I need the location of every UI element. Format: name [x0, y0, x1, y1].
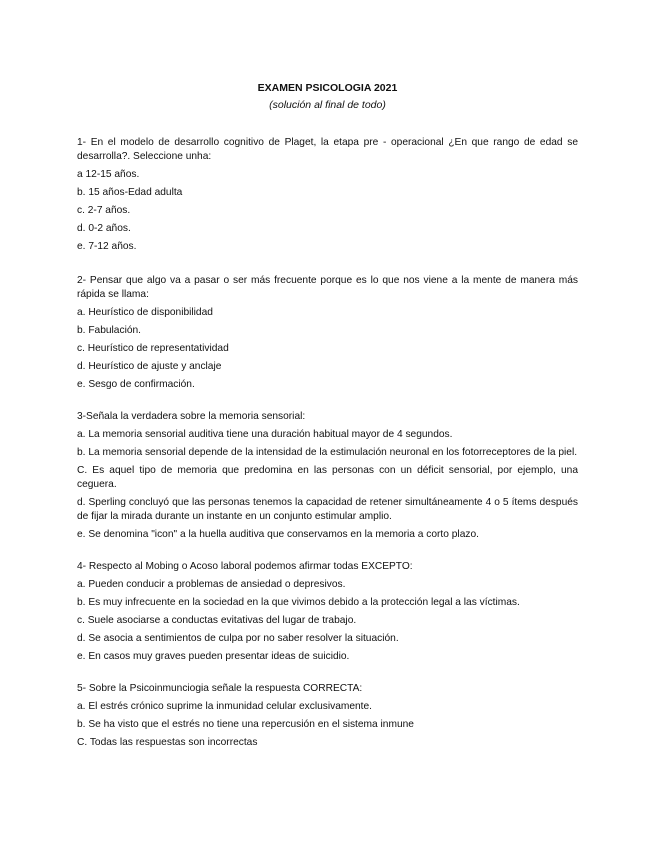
- option-a: a 12-15 años.: [77, 169, 140, 180]
- question-text: 5- Sobre la Psicoinmunciogia señale la respuesta CORRECTA:: [77, 683, 363, 694]
- questions-container: [77, 136, 578, 770]
- option-c: c. Heurístico de representatividad: [77, 343, 229, 354]
- option-d: d. Se asocia a sentimientos de culpa por no saber resolver la situación.: [77, 633, 399, 644]
- option-d: d. 0-2 años.: [77, 223, 131, 234]
- option-b: b. Se ha visto que el estrés no tiene una repercusión en el sistema inmune: [77, 719, 414, 730]
- option-c: c. 2-7 años.: [77, 205, 131, 216]
- page-title: EXAMEN PSICOLOGIA 2021: [257, 82, 398, 94]
- option-a: a. Heurístico de disponibilidad: [77, 307, 213, 318]
- option-a: a. El estrés crónico suprime la inmunidad celular exclusivamente.: [77, 701, 373, 712]
- question-4: [77, 560, 578, 664]
- question-3: [77, 410, 578, 542]
- option-a: a. La memoria sensorial auditiva tiene una duración habitual mayor de 4 segundos.: [77, 429, 453, 440]
- option-e: e. 7-12 años.: [77, 241, 137, 252]
- option-b: b. Es muy infrecuente en la sociedad en la que vivimos debido a la protección legal a las víctimas.: [77, 597, 520, 608]
- question-text: 2- Pensar que algo va a pasar o ser más frecuente porque es lo que nos viene a la mente de manera más rápida se llama:: [77, 275, 578, 300]
- option-b: b. 15 años-Edad adulta: [77, 187, 183, 198]
- option-a: a. Pueden conducir a problemas de ansiedad o depresivos.: [77, 579, 346, 590]
- option-c: C. Todas las respuestas son incorrectas: [77, 737, 258, 748]
- option-b: b. La memoria sensorial depende de la intensidad de la estimulación neuronal en los fotorreceptores de la piel.: [77, 447, 578, 458]
- option-c: c. Suele asociarse a conductas evitativas del lugar de trabajo.: [77, 615, 357, 626]
- question-text: 4- Respecto al Mobing o Acoso laboral podemos afirmar todas EXCEPTO:: [77, 561, 413, 572]
- question-2: [77, 274, 578, 392]
- question-text: 3-Señala la verdadera sobre la memoria sensorial:: [77, 411, 306, 422]
- option-e: e. En casos muy graves pueden presentar ideas de suicidio.: [77, 651, 350, 662]
- option-d: d. Sperling concluyó que las personas tenemos la capacidad de retener simultáneamente 4 o 5 ítems después de fijar la mirada durante un instante en un conjunto estimular amplio.: [77, 497, 578, 522]
- question-1: [77, 136, 578, 254]
- option-e: e. Sesgo de confirmación.: [77, 379, 195, 390]
- option-d: d. Heurístico de ajuste y anclaje: [77, 361, 222, 372]
- question-5: [77, 682, 578, 750]
- option-b: b. Fabulación.: [77, 325, 141, 336]
- option-e: e. Se denomina "icon" a la huella auditiva que conservamos en la memoria a corto plazo.: [77, 529, 479, 540]
- question-text: 1- En el modelo de desarrollo cognitivo de Plaget, la etapa pre - operacional ¿En que rango de edad se desarrolla?. Seleccione unha:: [77, 137, 578, 162]
- option-c: C. Es aquel tipo de memoria que predomina en las personas con un déficit sensorial, por ejemplo, una ceguera.: [77, 465, 578, 490]
- page-subtitle: (solución al final de todo): [269, 99, 386, 111]
